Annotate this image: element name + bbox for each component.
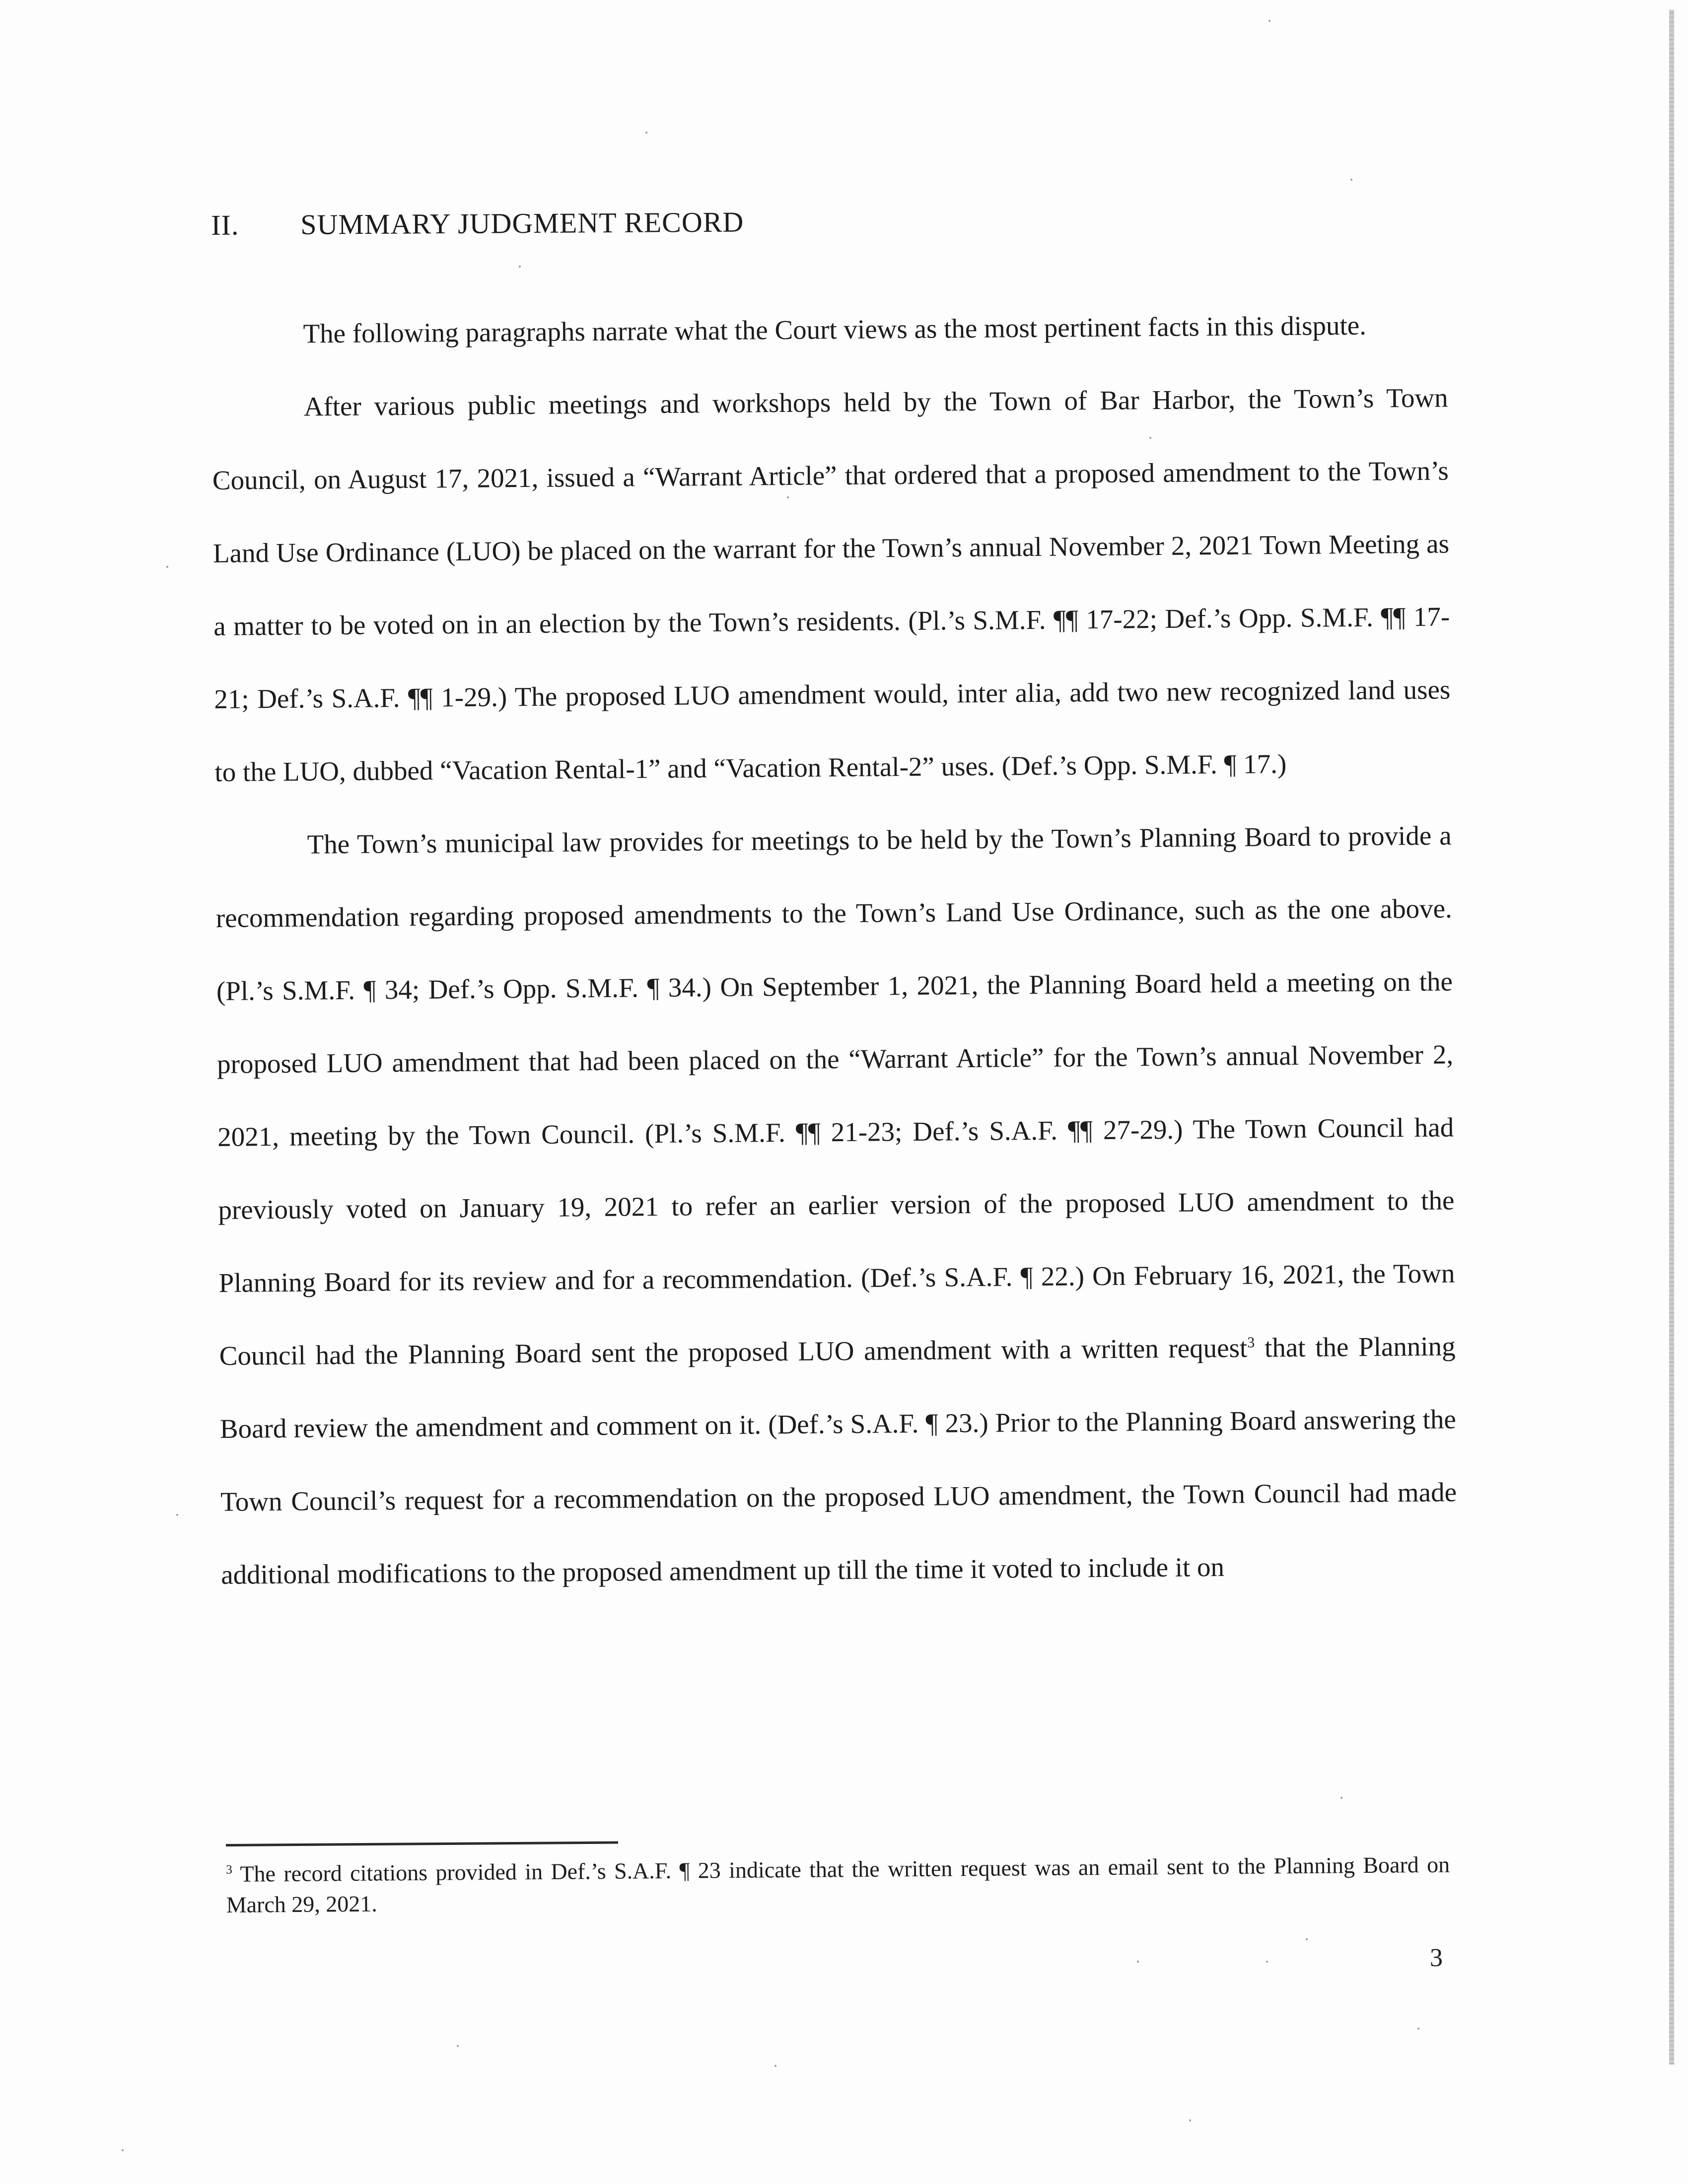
paragraph-planning-board-part1: The Town’s municipal law provides for meetings to be held by the Town’s Planning Board to provide a recommendation regarding proposed amendments to the Town’s Land Use Ordinance, such as the one above. (Pl.’s S.M.F. ¶ 34; Def.’s Opp. S.M.F. ¶ 34.) On September 1, 2021, the Planning Board held a meeting on the proposed LUO amendment that had been placed on the “Warrant Article” for the Town’s annual November 2, 2021, meeting by the Town Council. (Pl.’s S.M.F. ¶¶ 21-23; Def.’s S.A.F. ¶¶ 27-29.) The Town Council had previously voted on January 19, 2021 to refer an earlier version of the proposed LUO amendment to the Planning Board for its review and for a recommendation. (Def.’s S.A.F. ¶ 22.) On February 16, 2021, the Town Council had the Planning Board sent the proposed LUO amendment with a written request (215, 820, 1455, 1371)
footnote-reference[interactable]: 3 (1247, 1334, 1255, 1351)
footnote (226, 1849, 1450, 1920)
body-text (211, 288, 1458, 1611)
section-title: SUMMARY JUDGMENT RECORD (300, 205, 744, 241)
scan-edge-artifact (1669, 10, 1674, 2065)
footnote-text: The record citations provided in Def.’s S.A.F. ¶ 23 indicate that the written request was an email sent to the Planning Board on March 29, 2021. (226, 1851, 1450, 1917)
paragraph-warrant-article: After various public meetings and workshops held by the Town of Bar Harbor, the Town’s Town Council, on August 17, 2021, issued a “Warrant Article” that ordered that a proposed amendment to the Town’s Land Use Ordinance (LUO) be placed on the warrant for the Town’s annual November 2, 2021 Town Meeting as a matter to be voted on in an election by the Town’s residents. (Pl.’s S.M.F. ¶¶ 17-22; Def.’s Opp. S.M.F. ¶¶ 17-21; Def.’s S.A.F. ¶¶ 1-29.) The proposed LUO amendment would, inter alia, add two new recognized land uses to the LUO, dubbed “Vacation Rental-1” and “Vacation Rental-2” uses. (Def.’s Opp. S.M.F. ¶ 17.) (212, 382, 1451, 787)
footnote-marker: 3 (226, 1862, 232, 1877)
footnote-divider (226, 1841, 618, 1846)
section-heading (211, 205, 744, 242)
section-number: II. (211, 208, 239, 241)
paragraph-intro: The following paragraphs narrate what the Court views as the most pertinent facts in this dispute. (303, 310, 1367, 349)
paragraph-planning-board (215, 799, 1458, 1611)
paragraph-planning-board-part2: that the Planning Board review the amendment and comment on it. (Def.’s S.A.F. ¶ 23.) Prior to the Planning Board answering the Town Council’s request for a recommendation on the proposed LUO amendment, the Town Council had made additional modifications to the proposed amendment up till the time it voted to include it on (219, 1331, 1457, 1590)
page-number: 3 (1430, 1944, 1443, 1972)
